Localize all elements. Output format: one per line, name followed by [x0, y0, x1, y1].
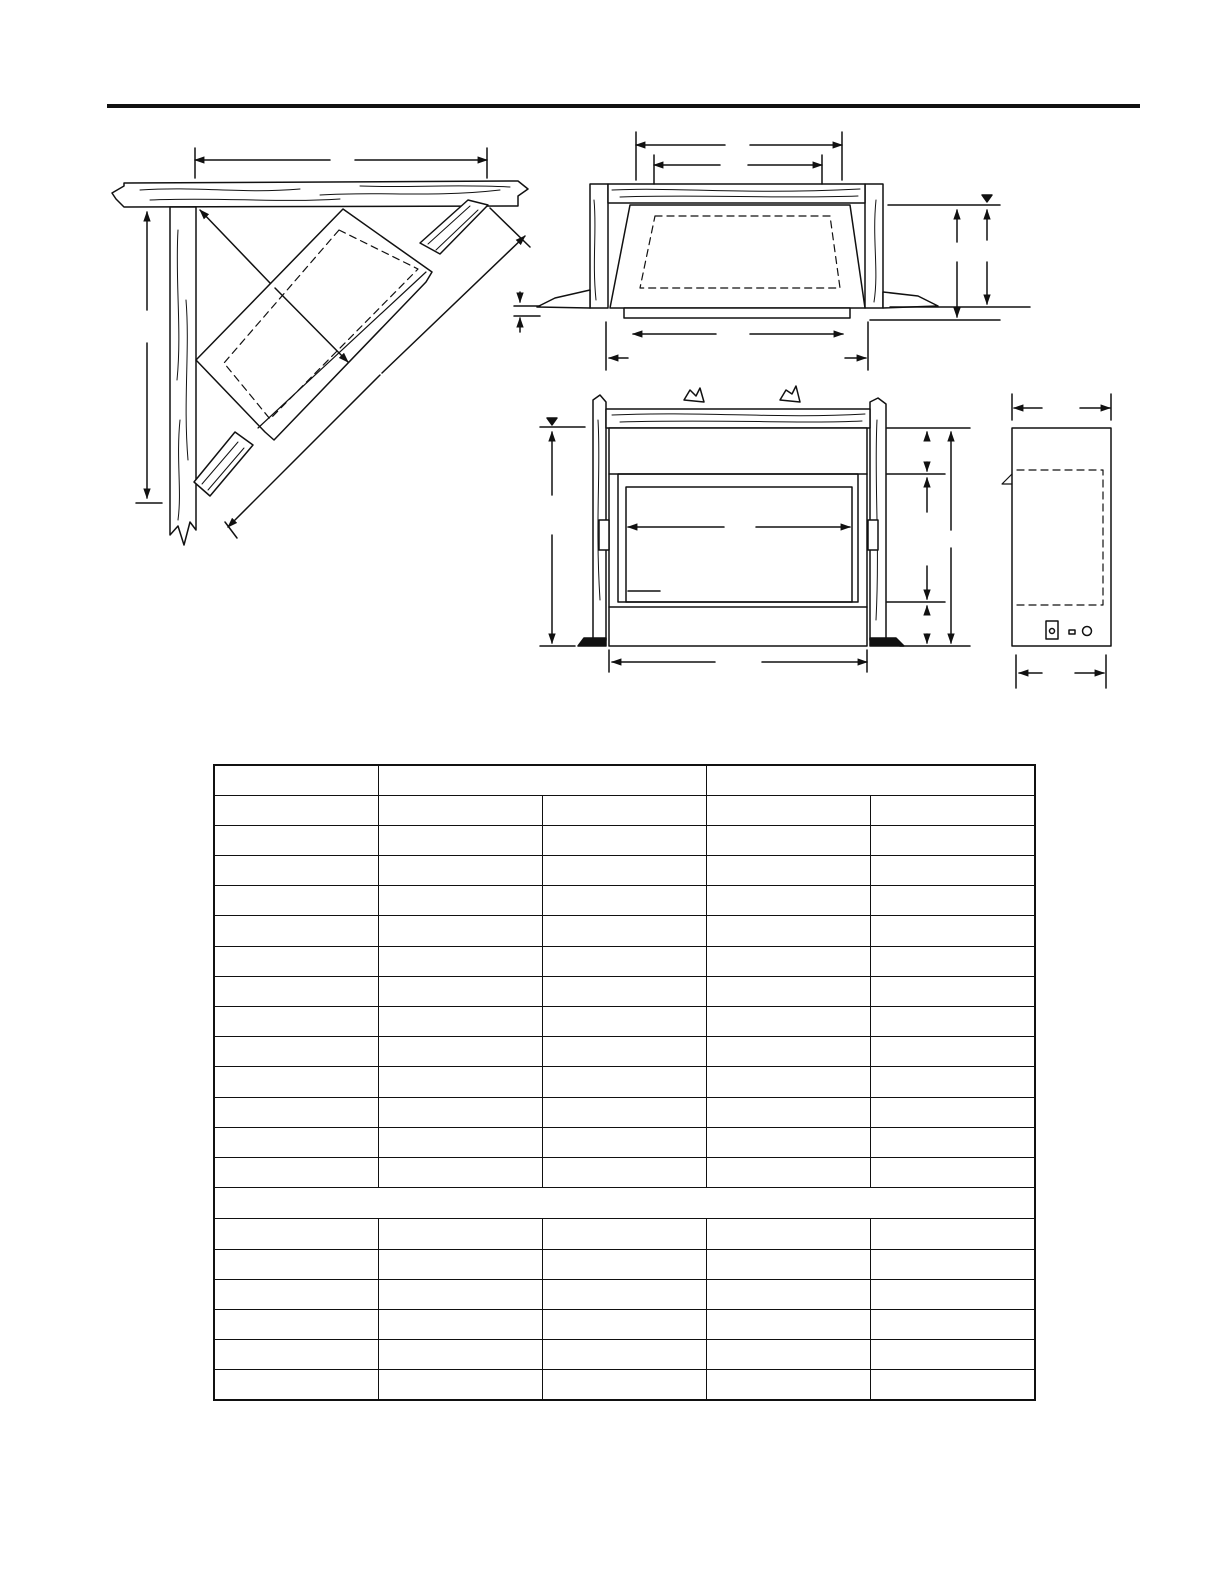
table-row: [214, 795, 1035, 825]
table-cell: [706, 1340, 870, 1370]
table-cell: [542, 1219, 706, 1249]
upper-block: [420, 200, 488, 254]
table-row: [214, 1309, 1035, 1339]
table-cell: [542, 1007, 706, 1037]
table-cell: [542, 1127, 706, 1157]
table-cell: [542, 1037, 706, 1067]
table-cell: [870, 1127, 1035, 1157]
table-cell: [706, 1309, 870, 1339]
table-row: [214, 1007, 1035, 1037]
table-row: [214, 1370, 1035, 1400]
table-cell: [378, 1340, 542, 1370]
table-row: [214, 1157, 1035, 1187]
table-cell: [378, 1067, 542, 1097]
table-cell: [378, 946, 542, 976]
table-cell: [214, 1127, 378, 1157]
table-cell: [706, 1007, 870, 1037]
table-cell: [706, 1157, 870, 1187]
table-cell: [214, 825, 378, 855]
table-cell: [378, 1370, 542, 1400]
table-row: [214, 1279, 1035, 1309]
table-row: [214, 1340, 1035, 1370]
table-cell: [542, 916, 706, 946]
table-cell: [706, 765, 1035, 795]
table-cell: [706, 1279, 870, 1309]
table-cell: [706, 856, 870, 886]
table-row: [214, 1097, 1035, 1127]
table-cell: [214, 1097, 378, 1127]
table-cell: [706, 916, 870, 946]
table-cell: [214, 976, 378, 1006]
table-cell: [706, 1370, 870, 1400]
table-cell: [542, 976, 706, 1006]
table-cell: [706, 1127, 870, 1157]
table-cell: [870, 1370, 1035, 1400]
left-beam: [170, 207, 196, 545]
table-cell: [378, 886, 542, 916]
corner-installation-plan: [112, 148, 530, 545]
table-cell: [870, 916, 1035, 946]
table-cell: [870, 856, 1035, 886]
table-cell: [870, 886, 1035, 916]
table-cell: [870, 1219, 1035, 1249]
table-cell: [542, 1279, 706, 1309]
table-cell: [214, 1067, 378, 1097]
side-view: [1002, 394, 1111, 688]
table-cell: [870, 1309, 1035, 1339]
top-framing-view: [514, 132, 1030, 370]
table-cell: [214, 795, 378, 825]
table-cell: [378, 1007, 542, 1037]
table-row: [214, 1127, 1035, 1157]
table-cell: [378, 825, 542, 855]
table-cell: [542, 886, 706, 916]
table-row: [214, 886, 1035, 916]
table-cell: [214, 1007, 378, 1037]
table-cell: [378, 1157, 542, 1187]
table-cell: [214, 765, 378, 795]
table-cell: [706, 1249, 870, 1279]
table-cell: [214, 916, 378, 946]
table-cell: [214, 886, 378, 916]
table-cell: [870, 1157, 1035, 1187]
table-cell: [706, 795, 870, 825]
table-cell: [706, 976, 870, 1006]
table-cell: [706, 946, 870, 976]
table-row: [214, 856, 1035, 886]
table-cell: [706, 1067, 870, 1097]
table-cell: [378, 1127, 542, 1157]
table-cell: [214, 1037, 378, 1067]
table-cell: [870, 1037, 1035, 1067]
table-cell: [542, 946, 706, 976]
table-cell: [870, 1279, 1035, 1309]
table-cell: [214, 1309, 378, 1339]
table-cell: [870, 1097, 1035, 1127]
table-cell: [378, 795, 542, 825]
table-cell: [706, 825, 870, 855]
table-cell: [706, 1037, 870, 1067]
table-cell: [870, 1067, 1035, 1097]
table-row: [214, 1037, 1035, 1067]
table-cell: [214, 1188, 1035, 1219]
table-cell: [542, 1157, 706, 1187]
table-cell: [214, 1340, 378, 1370]
table-cell: [214, 1370, 378, 1400]
table-cell: [542, 1067, 706, 1097]
table-cell: [214, 946, 378, 976]
table-row: [214, 946, 1035, 976]
table-spanning-row: [214, 1188, 1035, 1219]
table-cell: [870, 795, 1035, 825]
table-row: [214, 916, 1035, 946]
table-cell: [378, 1279, 542, 1309]
installation-drawings: [0, 0, 1225, 760]
table-cell: [542, 795, 706, 825]
lower-block: [194, 432, 253, 496]
table-cell: [214, 1279, 378, 1309]
table-cell: [214, 1157, 378, 1187]
table-cell: [870, 1007, 1035, 1037]
table-cell: [542, 825, 706, 855]
table-cell: [378, 1219, 542, 1249]
table-row: [214, 976, 1035, 1006]
table-cell: [214, 856, 378, 886]
table-cell: [706, 1219, 870, 1249]
table-cell: [378, 916, 542, 946]
table-cell: [870, 825, 1035, 855]
table-cell: [378, 1309, 542, 1339]
table-cell: [542, 1370, 706, 1400]
table-cell: [870, 976, 1035, 1006]
table-cell: [214, 1249, 378, 1279]
table-row: [214, 1067, 1035, 1097]
table-cell: [542, 856, 706, 886]
table-cell: [378, 765, 706, 795]
table-cell: [870, 946, 1035, 976]
table-cell: [706, 886, 870, 916]
front-elevation-view: [540, 386, 970, 672]
table-header-row: [214, 765, 1035, 795]
dimensions-table: [213, 764, 1036, 1401]
table-row: [214, 825, 1035, 855]
table-cell: [378, 1037, 542, 1067]
table-cell: [214, 1219, 378, 1249]
table-cell: [378, 976, 542, 1006]
table-cell: [870, 1249, 1035, 1279]
table-cell: [706, 1097, 870, 1127]
table-cell: [542, 1249, 706, 1279]
table-cell: [542, 1340, 706, 1370]
table-row: [214, 1219, 1035, 1249]
table-row: [214, 1249, 1035, 1279]
table-cell: [542, 1309, 706, 1339]
table-cell: [378, 1097, 542, 1127]
table-cell: [542, 1097, 706, 1127]
table-cell: [378, 1249, 542, 1279]
table-cell: [378, 856, 542, 886]
table-cell: [870, 1340, 1035, 1370]
